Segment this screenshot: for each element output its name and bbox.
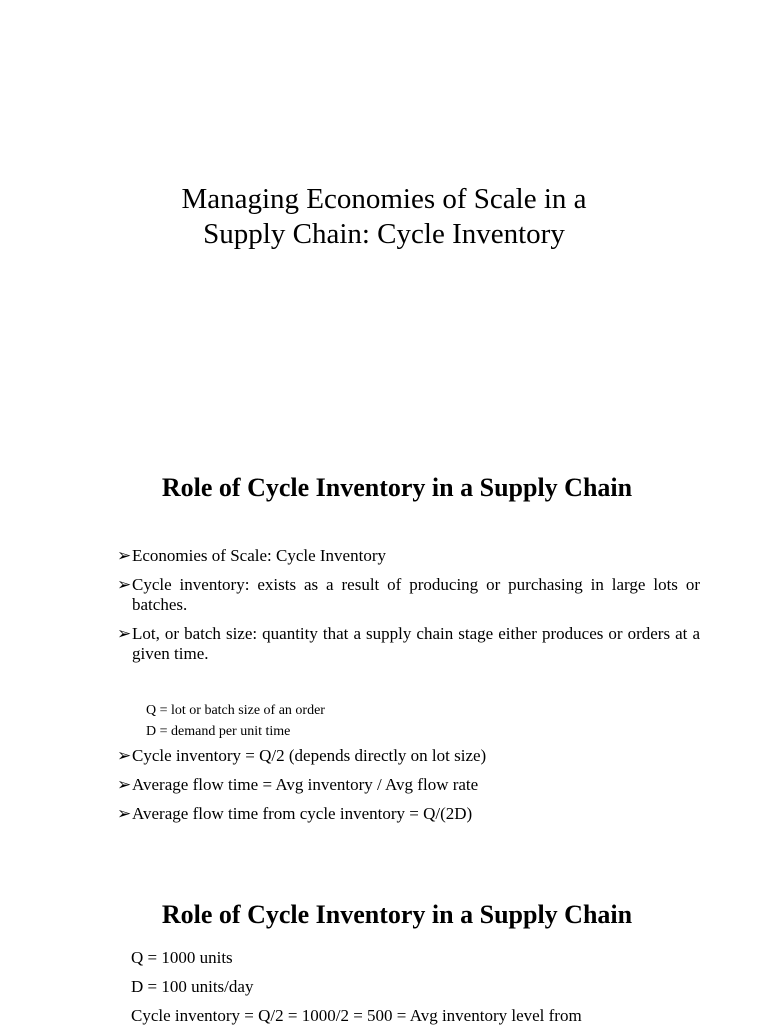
arrow-bullet-icon: ➢ bbox=[117, 746, 132, 765]
slide-heading-role-of-cycle-inventory-example: Role of Cycle Inventory in a Supply Chain bbox=[161, 900, 633, 929]
bullet-text: Lot, or batch size: quantity that a supply chain stage either produces or orders at a given time. bbox=[132, 624, 700, 663]
bullet-text: Cycle inventory: exists as a result of producing or purchasing in large lots or batches. bbox=[132, 575, 700, 614]
bullet-item bbox=[117, 746, 700, 766]
bullet-item bbox=[117, 804, 700, 824]
arrow-bullet-icon: ➢ bbox=[117, 624, 132, 643]
bullet-list-formulas bbox=[117, 746, 700, 833]
title-slide bbox=[0, 0, 768, 420]
bullet-text: Average flow time from cycle inventory = Q/(2D) bbox=[132, 804, 473, 823]
bullet-list-definitions bbox=[117, 546, 700, 664]
document-title bbox=[0, 182, 768, 252]
bullet-item bbox=[117, 775, 700, 795]
calc-line-cycle-inventory: Cycle inventory = Q/2 = 1000/2 = 500 = Avg inventory level from bbox=[131, 1006, 582, 1025]
title-line-1: Managing Economies of Scale in a bbox=[181, 183, 587, 215]
bullet-text: Cycle inventory = Q/2 (depends directly on lot size) bbox=[132, 746, 487, 765]
arrow-bullet-icon: ➢ bbox=[117, 775, 132, 794]
definition-d: D = demand per unit time bbox=[146, 724, 291, 739]
bullet-item bbox=[117, 575, 700, 615]
arrow-bullet-icon: ➢ bbox=[117, 575, 132, 594]
bullet-item bbox=[117, 624, 700, 664]
calc-line-q: Q = 1000 units bbox=[131, 948, 233, 967]
arrow-bullet-icon: ➢ bbox=[117, 804, 132, 823]
bullet-item bbox=[117, 546, 700, 566]
bullet-text: Economies of Scale: Cycle Inventory bbox=[132, 546, 386, 565]
calc-line-d: D = 100 units/day bbox=[131, 977, 254, 996]
definition-q: Q = lot or batch size of an order bbox=[146, 703, 325, 718]
slide-heading-role-of-cycle-inventory: Role of Cycle Inventory in a Supply Chain bbox=[161, 473, 633, 502]
example-calculation bbox=[131, 943, 582, 1030]
arrow-bullet-icon: ➢ bbox=[117, 546, 132, 565]
bullet-text: Average flow time = Avg inventory / Avg flow rate bbox=[132, 775, 479, 794]
title-line-2: Supply Chain: Cycle Inventory bbox=[203, 218, 565, 250]
variable-definitions bbox=[146, 700, 325, 742]
